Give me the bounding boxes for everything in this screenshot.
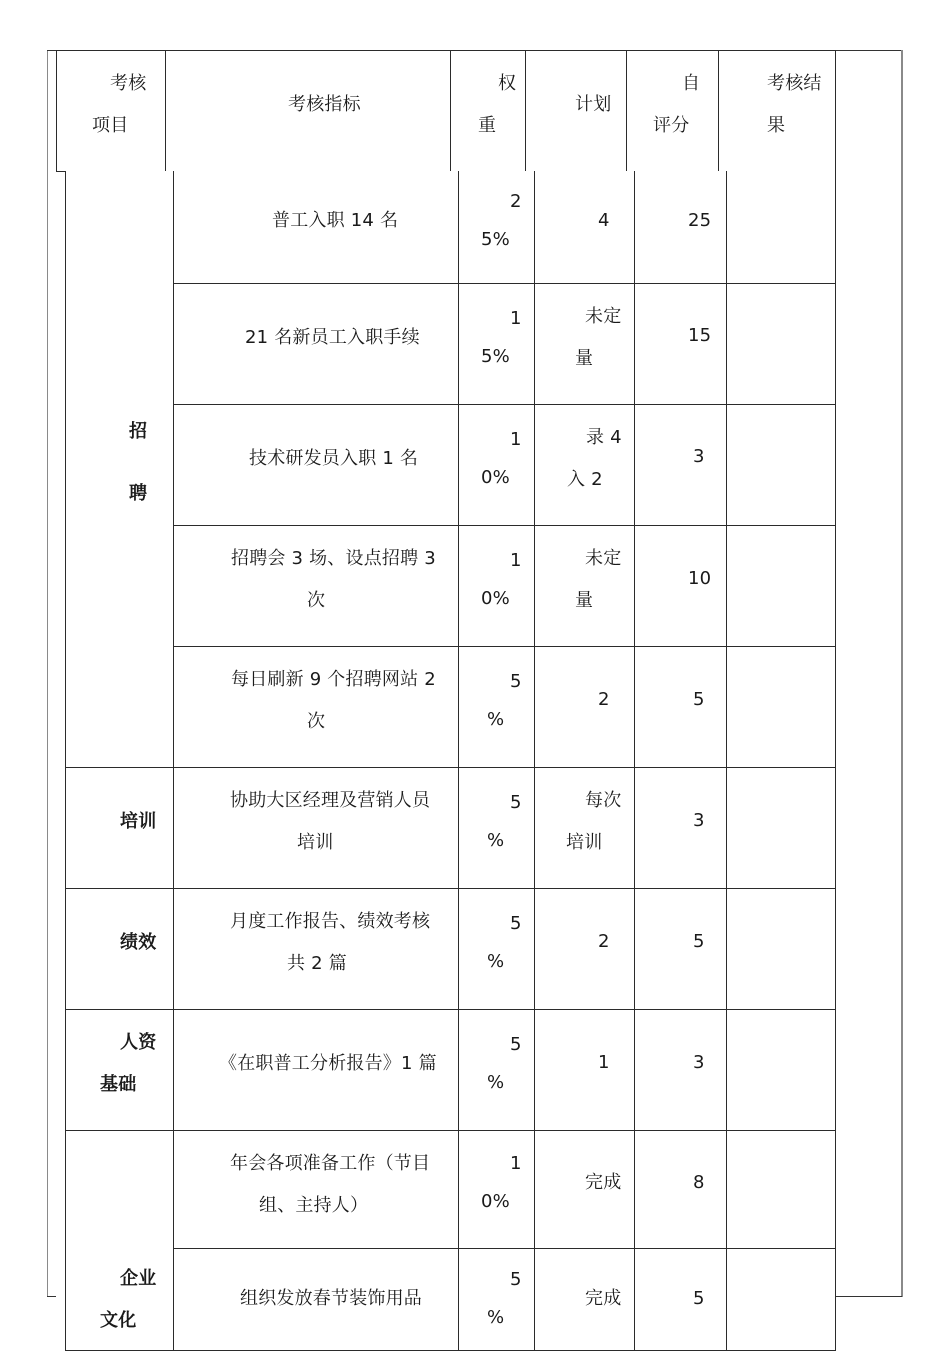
table-row-0-result[interactable] [727, 171, 836, 284]
table-row-3-self-score [635, 526, 727, 647]
group-recruitment-line2: 聘 [129, 483, 148, 504]
table-row-9-result[interactable] [727, 1249, 836, 1351]
table-row-8-self-score [635, 1131, 727, 1249]
indicator-line1: 每日刷新 9 个招聘网站 2 [231, 669, 436, 690]
table-row-4-indicator [174, 647, 459, 768]
table-row-5-indicator [174, 768, 459, 889]
weight-line2: 5% [481, 229, 510, 250]
table-row-2-plan [535, 405, 635, 526]
table-row-7-plan [535, 1010, 635, 1131]
header-self-score-line2: 评分 [653, 115, 690, 136]
header-cell-self-score [627, 51, 719, 172]
indicator-line2: 组、主持人） [259, 1195, 369, 1216]
table-row-7-indicator [174, 1010, 459, 1131]
header-cell-indicator [166, 51, 451, 172]
self-score: 3 [693, 810, 705, 831]
plan-line2: 量 [575, 348, 594, 369]
table-row-9-self-score [635, 1249, 727, 1351]
self-score: 25 [688, 210, 712, 231]
weight-line1: 1 [510, 308, 522, 329]
plan-line1: 完成 [585, 1288, 622, 1309]
frame-left-tick [47, 1296, 56, 1297]
table-row-2-result[interactable] [727, 405, 836, 526]
table-row-9-indicator [174, 1249, 459, 1351]
table-row-6-plan [535, 889, 635, 1010]
table-row-2-self-score [635, 405, 727, 526]
table-row-6-result[interactable] [727, 889, 836, 1010]
indicator-line1: 年会各项准备工作（节目 [230, 1153, 431, 1174]
group-cell-training [66, 768, 174, 889]
self-score: 5 [693, 689, 705, 710]
weight-line1: 2 [510, 191, 522, 212]
plan-line2: 入 2 [567, 469, 603, 490]
weight-line2: 5% [481, 346, 510, 367]
plan-line1: 4 [598, 210, 610, 231]
group-training: 培训 [120, 811, 157, 832]
header-cell-result [719, 51, 836, 172]
header-table [56, 50, 836, 172]
self-score: 15 [688, 325, 712, 346]
table-row-6-weight [459, 889, 535, 1010]
table-row-0-self-score [635, 171, 727, 284]
group-cell-recruitment [66, 171, 174, 768]
header-item-line2: 项目 [92, 115, 129, 136]
table-row-8-result[interactable] [727, 1131, 836, 1249]
table-row-8-weight [459, 1131, 535, 1249]
table-row-1-indicator [174, 284, 459, 405]
plan-line2: 量 [575, 590, 594, 611]
weight-line1: 5 [510, 913, 522, 934]
plan-line1: 1 [598, 1052, 610, 1073]
table-row-0-plan [535, 171, 635, 284]
self-score: 5 [693, 931, 705, 952]
weight-line1: 5 [510, 792, 522, 813]
header-plan: 计划 [575, 94, 612, 115]
table-row-7-weight [459, 1010, 535, 1131]
table-row-4-weight [459, 647, 535, 768]
weight-line2: 0% [481, 588, 510, 609]
header-self-score-line1: 自 [682, 73, 701, 94]
plan-line1: 未定 [585, 548, 622, 569]
table-row-0-weight [459, 171, 535, 284]
header-weight-line2: 重 [478, 115, 497, 136]
table-row-3-plan [535, 526, 635, 647]
indicator-line2: 共 2 篇 [287, 953, 347, 974]
frame-right-line [901, 50, 903, 1297]
group-culture-line2: 文化 [100, 1310, 137, 1331]
header-item-line1: 考核 [110, 73, 147, 94]
self-score: 3 [693, 446, 705, 467]
table-row-7-result[interactable] [727, 1010, 836, 1131]
table-row-1-weight [459, 284, 535, 405]
plan-line1: 2 [598, 931, 610, 952]
group-cell-performance [66, 889, 174, 1010]
weight-line1: 5 [510, 671, 522, 692]
table-row-5-result[interactable] [727, 768, 836, 889]
indicator-line2: 次 [307, 590, 326, 611]
table-row-8-indicator [174, 1131, 459, 1249]
indicator-line1: 协助大区经理及营销人员 [230, 790, 431, 811]
group-culture-line1: 企业 [120, 1268, 157, 1289]
header-cell-item [57, 51, 166, 172]
table-row-2-weight [459, 405, 535, 526]
plan-line1: 完成 [585, 1172, 622, 1193]
indicator-line2: 培训 [297, 832, 334, 853]
weight-line2: 0% [481, 1191, 510, 1212]
indicator-line2: 次 [307, 711, 326, 732]
frame-left-line [47, 50, 48, 1297]
table-row-5-weight [459, 768, 535, 889]
table-row-2-indicator [174, 405, 459, 526]
plan-line1: 2 [598, 689, 610, 710]
weight-line2: 0% [481, 467, 510, 488]
self-score: 8 [693, 1172, 705, 1193]
table-row-9-plan [535, 1249, 635, 1351]
plan-line1: 未定 [585, 306, 622, 327]
weight-line2: % [487, 709, 505, 730]
group-performance: 绩效 [120, 932, 157, 953]
table-row-3-indicator [174, 526, 459, 647]
weight-line2: % [487, 1072, 505, 1093]
indicator-text: 组织发放春节装饰用品 [240, 1288, 422, 1309]
indicator-text: 21 名新员工入职手续 [245, 327, 420, 348]
table-row-0-indicator [174, 171, 459, 284]
table-row-3-result[interactable] [727, 526, 836, 647]
weight-line2: % [487, 830, 505, 851]
table-row-9-weight [459, 1249, 535, 1351]
header-indicator: 考核指标 [288, 94, 361, 115]
assessment-table [65, 171, 836, 1351]
table-row-5-self-score [635, 768, 727, 889]
indicator-text: 《在职普工分析报告》1 篇 [219, 1053, 437, 1074]
group-cell-hr-basics [66, 1010, 174, 1131]
plan-line1: 每次 [585, 790, 622, 811]
self-score: 5 [693, 1288, 705, 1309]
weight-line1: 1 [510, 1153, 522, 1174]
table-row-5-plan [535, 768, 635, 889]
table-row-4-result[interactable] [727, 647, 836, 768]
table-row-3-weight [459, 526, 535, 647]
group-hr-basics-line2: 基础 [100, 1074, 137, 1095]
plan-line1: 录 4 [586, 427, 622, 448]
header-cell-weight [451, 51, 526, 172]
group-hr-basics-line1: 人资 [120, 1032, 157, 1053]
weight-line1: 1 [510, 550, 522, 571]
weight-line1: 5 [510, 1034, 522, 1055]
table-row-8-plan [535, 1131, 635, 1249]
indicator-text: 普工入职 14 名 [272, 210, 399, 231]
weight-line2: % [487, 951, 505, 972]
header-result-line2: 果 [767, 115, 786, 136]
indicator-line1: 招聘会 3 场、设点招聘 3 [231, 548, 436, 569]
table-row-1-plan [535, 284, 635, 405]
indicator-text: 技术研发员入职 1 名 [249, 448, 419, 469]
table-row-4-self-score [635, 647, 727, 768]
group-recruitment-line1: 招 [129, 421, 148, 442]
group-cell-corporate-culture [66, 1131, 174, 1351]
indicator-line1: 月度工作报告、绩效考核 [230, 911, 431, 932]
weight-line1: 5 [510, 1269, 522, 1290]
frame-bottom-right-line [835, 1296, 902, 1297]
self-score: 10 [688, 568, 712, 589]
table-row-1-result[interactable] [727, 284, 836, 405]
plan-line2: 培训 [566, 832, 603, 853]
table-row-4-plan [535, 647, 635, 768]
header-weight-line1: 权 [498, 73, 517, 94]
header-result-line1: 考核结 [767, 73, 822, 94]
table-row-6-indicator [174, 889, 459, 1010]
table-row-1-self-score [635, 284, 727, 405]
self-score: 3 [693, 1052, 705, 1073]
table-row-7-self-score [635, 1010, 727, 1131]
header-cell-plan [526, 51, 627, 172]
table-row-6-self-score [635, 889, 727, 1010]
weight-line1: 1 [510, 429, 522, 450]
weight-line2: % [487, 1307, 505, 1328]
